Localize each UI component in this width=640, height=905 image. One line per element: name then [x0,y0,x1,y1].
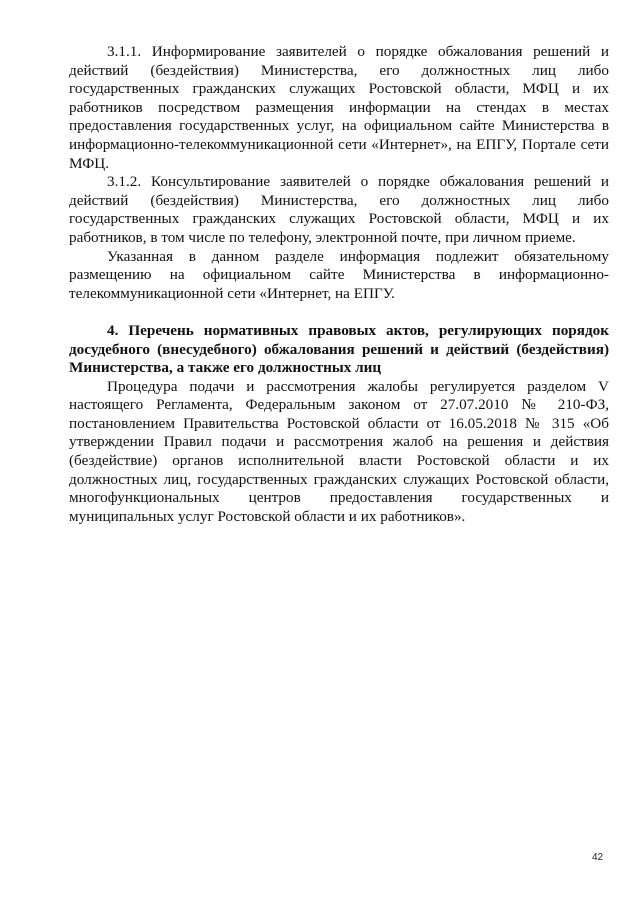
paragraph-3-1-2: 3.1.2. Консультирование заявителей о порядке обжалования решений и действий (бездействия) Министерства, его должностных лиц либо государственных гражданских служащих Ростовской области, МФЦ и их работников, в том числе по телефону, электронной почте, при личном приеме. [69,173,609,246]
paragraph-info-placement: Указанная в данном разделе информация подлежит обязательному размещению на официальном сайте Министерства в информационно-телекоммуникационной сети «Интернет, на ЕПГУ. [69,247,609,302]
page-number: 42 [592,852,604,863]
section-heading-4: 4. Перечень нормативных правовых актов, регулирующих порядок досудебного (внесудебного) обжалования решений и действий (бездействия) Министерства, а также его должностных лиц [69,321,609,377]
paragraph-3-1-1: 3.1.1. Информирование заявителей о порядке обжалования решений и действий (бездействия) Министерства, его должностных лиц либо государственных гражданских служащих Ростовской области, МФЦ и их работников посредством размещения информации на стендах в местах предоставления государственных услуг, на официальном сайте Министерства в информационно-телекоммуникационной сети «Интернет», на ЕПГУ, Портале сети МФЦ. [69,43,609,172]
document-body [69,43,609,526]
section-4-paragraph: Процедура подачи и рассмотрения жалобы регулируется разделом V настоящего Регламента, Федеральным законом от 27.07.2010 № 210-ФЗ, постановлением Правительства Ростовской области от 16.05.2018 № 315 «Об утверждении Правил подачи и рассмотрения жалоб на решения и действия (бездействие) органов исполнительной власти Ростовской области и их должностных лиц, государственных гражданских служащих Ростовской области, многофункциональных центров предоставления государственных и муниципальных услуг Ростовской области и их работников». [69,377,609,525]
